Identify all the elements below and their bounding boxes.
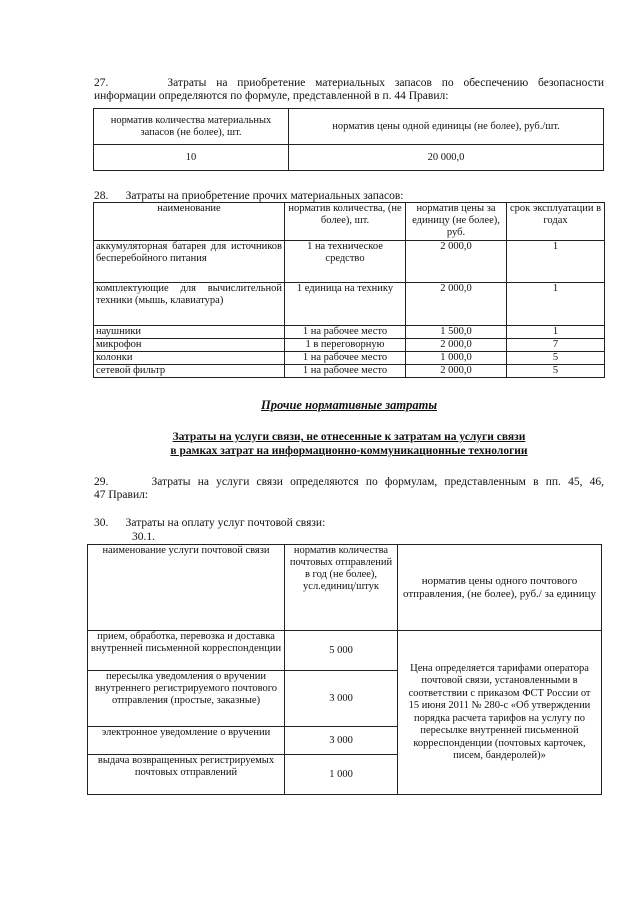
s30-header-price: норматив цены одного почтового отправления, (не более), руб./ за единицу (398, 545, 602, 631)
section-29-text1: Затраты на услуги связи определяются по формулам, представленным в пп. 45, 46, (151, 476, 605, 488)
s28-row-qty: 1 на техническое средство (285, 241, 406, 283)
s28-row-price: 1 000,0 (406, 352, 507, 365)
s30-row-name: выдача возвращенных регистрируемых почтовых отправлений (88, 755, 285, 795)
s27-value-qty: 10 (94, 145, 289, 171)
s27-value-price: 20 000,0 (289, 145, 604, 171)
s28-row-name: сетевой фильтр (94, 365, 285, 378)
table-row (88, 631, 602, 671)
s28-row-price: 2 000,0 (406, 241, 507, 283)
s28-header-qty: норматив количества, (не более), шт. (285, 203, 406, 241)
s28-row-name: аккумуляторная батарея для источников бесперебойного питания (94, 241, 285, 283)
s28-row-name: колонки (94, 352, 285, 365)
s30-row-name: электронное уведомление о вручении (88, 727, 285, 755)
s28-row-price: 2 000,0 (406, 283, 507, 326)
section-30-1-number: 30.1. (132, 531, 155, 543)
section-30-text: Затраты на оплату услуг почтовой связи: (125, 517, 326, 529)
section-28-number: 28. (94, 190, 109, 202)
s28-row-qty: 1 на рабочее место (285, 365, 406, 378)
section-29-line1 (94, 476, 604, 489)
s28-header-term: срок эксплуатации в годах (507, 203, 605, 241)
s28-header-name: наименование (94, 203, 285, 241)
s28-row-name: микрофон (94, 339, 285, 352)
section-28-table (93, 202, 605, 378)
s28-row-name: комплектующие для вычислительной техники (мышь, клавиатура) (94, 283, 285, 326)
section-27-number: 27. (94, 77, 109, 89)
section-29-number: 29. (94, 476, 109, 488)
section-29-paragraph (94, 476, 604, 502)
section-27-paragraph (94, 77, 604, 103)
subheading-line2: в рамках затрат на информационно-коммуникационные технологии (170, 445, 528, 457)
s30-row-qty: 1 000 (285, 755, 398, 795)
s28-row-term: 1 (507, 241, 605, 283)
s28-row-price: 2 000,0 (406, 339, 507, 352)
page-heading: Прочие нормативные затраты (260, 398, 437, 412)
s30-header-qty: норматив количества почтовых отправлений в год (не более), усл.единиц/штук (285, 545, 398, 631)
s28-row-term: 5 (507, 365, 605, 378)
s30-row-name: прием, обработка, перевозка и доставка внутренней письменной корреспонденции (88, 631, 285, 671)
s28-row-qty: 1 на рабочее место (285, 352, 406, 365)
table-row (94, 339, 605, 352)
subheading (94, 430, 604, 458)
s28-row-term: 7 (507, 339, 605, 352)
s28-row-qty: 1 на рабочее место (285, 326, 406, 339)
s27-header-price: норматив цены одной единицы (не более), руб./шт. (289, 109, 604, 145)
s28-row-name: наушники (94, 326, 285, 339)
s27-header-qty: норматив количества материальных запасов (не более), шт. (94, 109, 289, 145)
s30-row-qty: 3 000 (285, 671, 398, 727)
section-30-title (94, 517, 604, 530)
section-27-table (93, 108, 604, 171)
s28-row-term: 1 (507, 283, 605, 326)
table-row (94, 283, 605, 326)
section-28-text: Затраты на приобретение прочих материальных запасов: (125, 190, 404, 202)
section-30-table (87, 544, 602, 795)
s30-header-name: наименование услуги почтовой связи (88, 545, 285, 631)
section-27-text1: Затраты на приобретение материальных запасов по обеспечению безопасности (167, 77, 605, 89)
table-row (94, 365, 605, 378)
s28-row-price: 2 000,0 (406, 365, 507, 378)
s28-row-term: 5 (507, 352, 605, 365)
s30-row-qty: 5 000 (285, 631, 398, 671)
s30-price-note: Цена определяется тарифами оператора почтовой связи, установленными в соответствии с приказом ФСТ России от 15 июня 2011 № 280-с «Об утверждении порядка расчета тарифов на услугу по пересылке внутренней письменной корреспонденции (почтовых карточек, писем, бандеролей)» (398, 631, 602, 795)
table-row (94, 326, 605, 339)
table-row (94, 352, 605, 365)
section-30-number: 30. (94, 517, 109, 529)
section-29-line2: 47 Правил: (94, 489, 149, 501)
s28-row-price: 1 500,0 (406, 326, 507, 339)
subheading-line1: Затраты на услуги связи, не отнесенные к затратам на услуги связи (172, 431, 526, 443)
s28-row-qty: 1 единица на технику (285, 283, 406, 326)
section-27-line1 (94, 77, 604, 90)
section-27-line2: информации определяются по формуле, представленной в п. 44 Правил: (94, 90, 449, 102)
s28-row-qty: 1 в переговорную (285, 339, 406, 352)
s30-row-qty: 3 000 (285, 727, 398, 755)
table-row (94, 241, 605, 283)
s28-row-term: 1 (507, 326, 605, 339)
s28-header-price: норматив цены за единицу (не более), руб. (406, 203, 507, 241)
s30-row-name: пересылка уведомления о вручении внутреннего регистрируемого почтового отправления (простые, заказные) (88, 671, 285, 727)
